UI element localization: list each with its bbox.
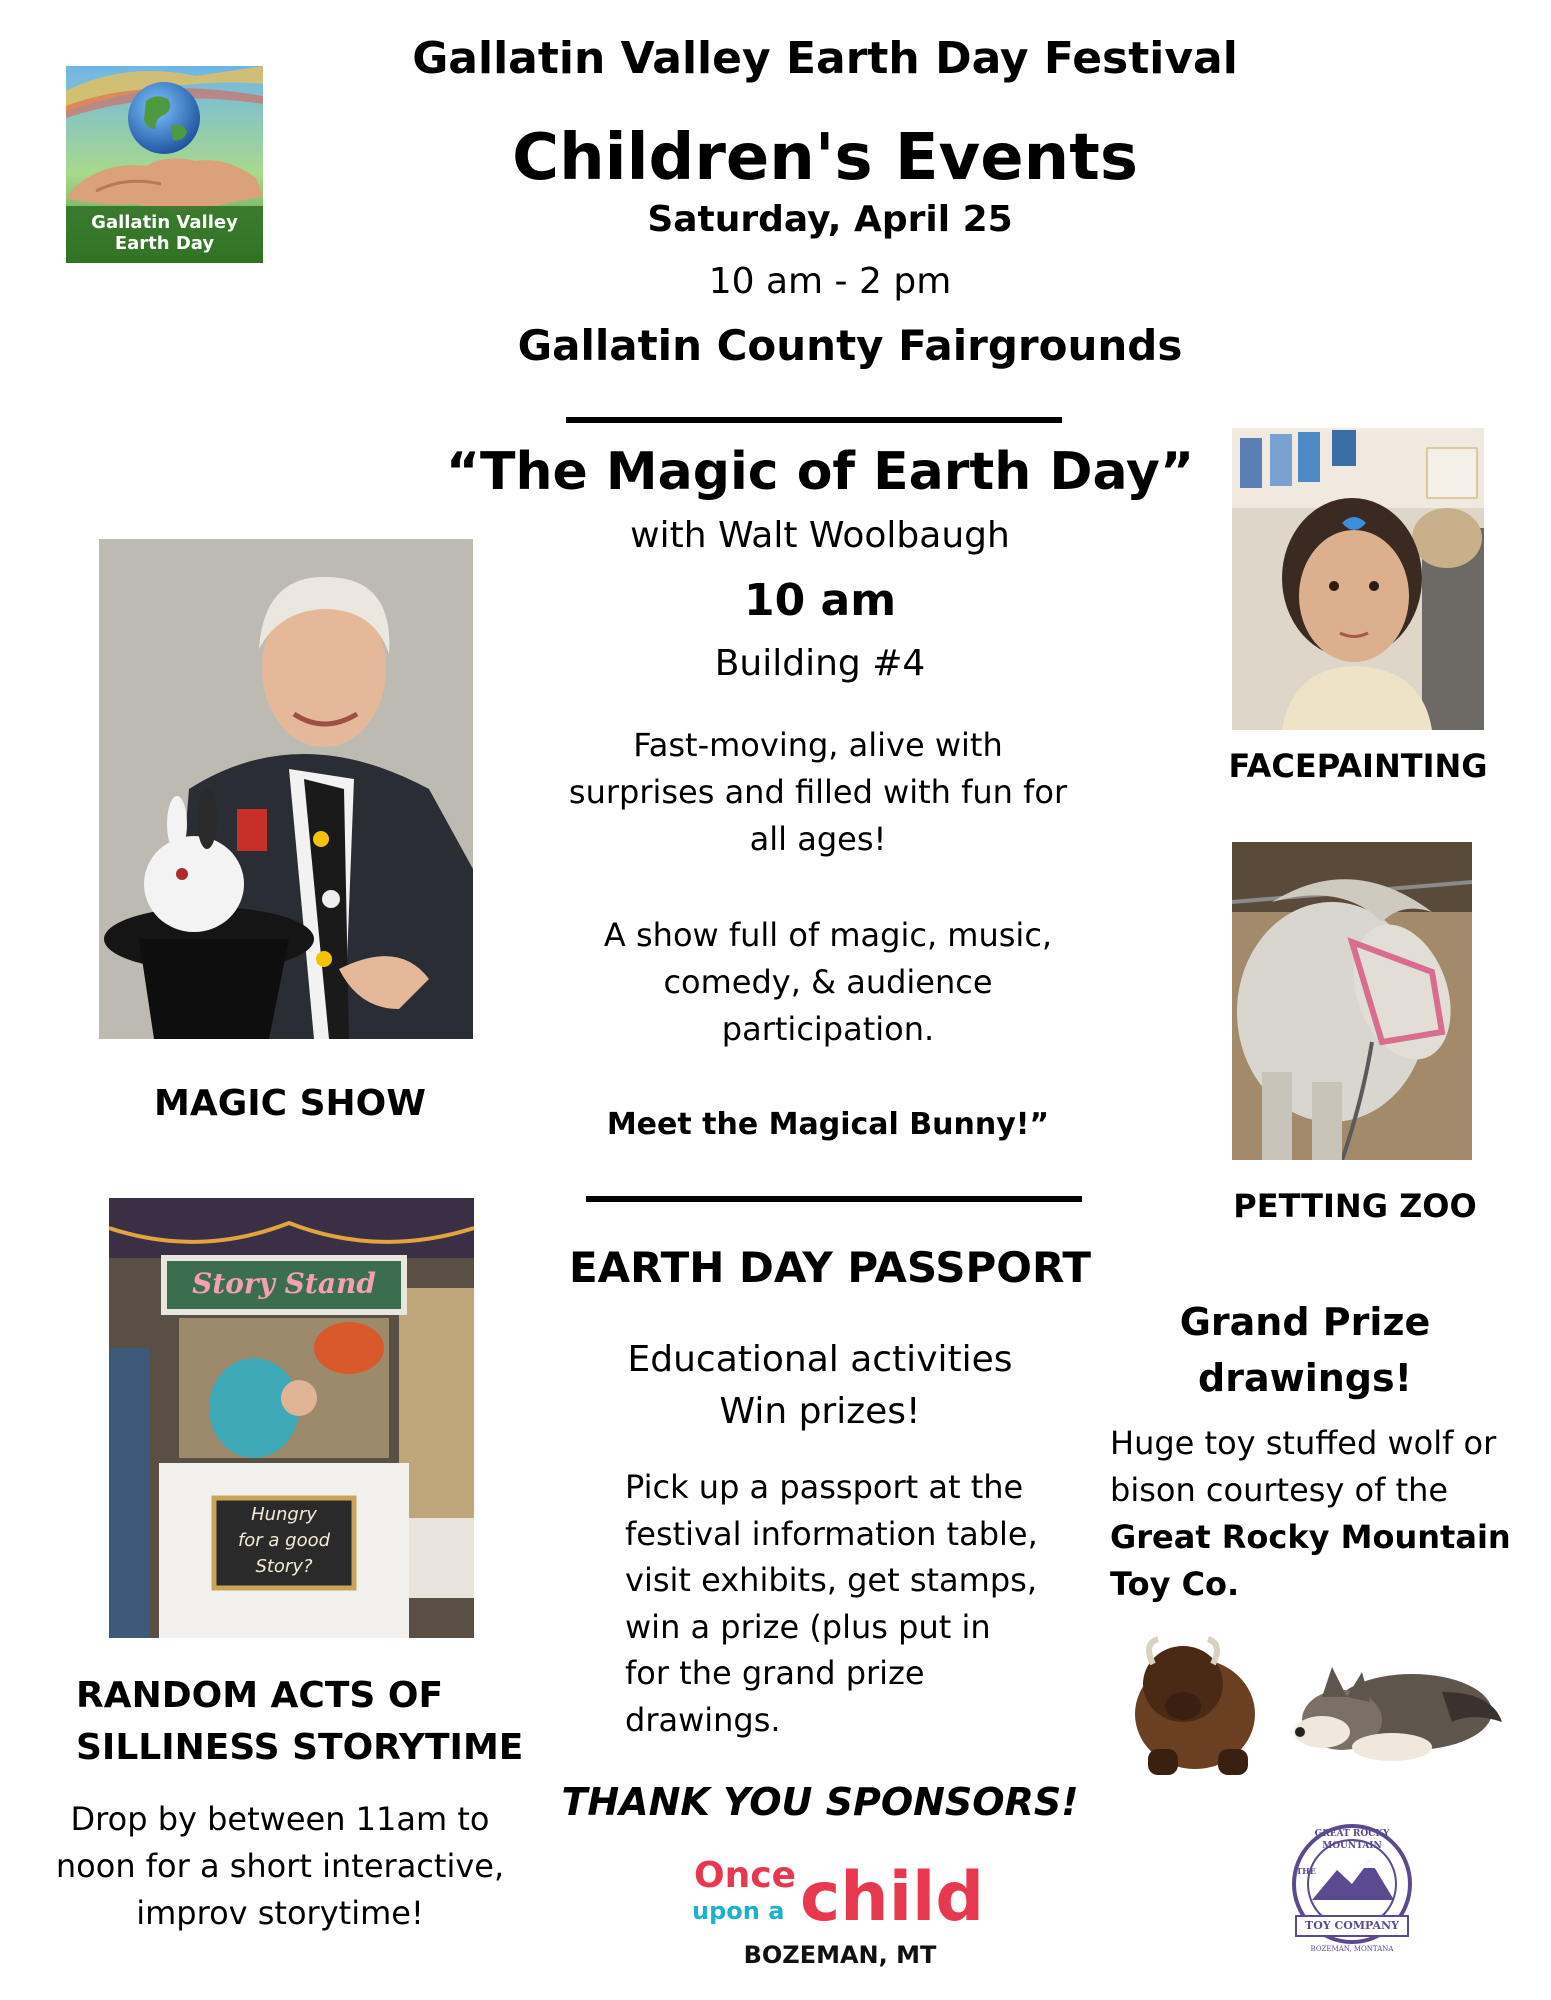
divider-top: [566, 417, 1062, 423]
grand-prize-sponsor-line1: Great Rocky Mountain: [1110, 1518, 1511, 1556]
passport-line2: Win prizes!: [719, 1391, 921, 1432]
petting-zoo-photo: [1232, 842, 1472, 1160]
grand-prize-body-line2: bison courtesy of the: [1110, 1471, 1449, 1509]
grand-prize-title: [1130, 1294, 1480, 1406]
great-rocky-mountain-toy-co-logo: [1282, 1820, 1422, 1970]
event-venue: Gallatin County Fairgrounds: [517, 321, 1183, 370]
magic-show-location: Building #4: [714, 643, 926, 684]
once-logo-word-child: child: [800, 1858, 985, 1937]
chalkboard-line: Story?: [255, 1556, 313, 1577]
logo-text-line1: Gallatin Valley: [91, 212, 238, 233]
facepainting-caption: FACEPAINTING: [1228, 747, 1488, 785]
passport-instructions: [625, 1464, 1085, 1743]
magic-detail-line: comedy, & audience: [663, 963, 993, 1001]
magic-detail-line: A show full of magic, music,: [603, 916, 1053, 954]
once-logo-word-upon: upon a: [692, 1897, 785, 1925]
facepainting-photo: [1232, 428, 1484, 730]
magic-show-tagline: Meet the Magical Bunny!”: [606, 1107, 1050, 1142]
grand-prize-sponsor-line2: Toy Co.: [1110, 1565, 1240, 1603]
toyco-banner: TOY COMPANY: [1305, 1919, 1399, 1932]
once-logo-location: BOZEMAN, MT: [743, 1941, 937, 1969]
passport-body-line: drawings.: [625, 1700, 781, 1739]
story-stand-sign: Story Stand: [192, 1267, 376, 1300]
earth-day-logo: [66, 66, 263, 263]
stuffed-wolf-photo: [1292, 1652, 1504, 1766]
storytime-desc-line: improv storytime!: [136, 1894, 424, 1932]
passport-body-line: festival information table,: [625, 1514, 1038, 1553]
grand-prize-description: [1110, 1420, 1540, 1608]
storytime-title-line2: SILLINESS STORYTIME: [76, 1727, 524, 1768]
chalkboard-line: Hungry: [251, 1504, 317, 1525]
magic-show-caption: MAGIC SHOW: [154, 1083, 426, 1124]
stuffed-bison-photo: [1128, 1624, 1262, 1784]
sponsors-heading: THANK YOU SPONSORS!: [561, 1780, 1079, 1824]
toyco-location: BOZEMAN, MONTANA: [1310, 1945, 1394, 1953]
storytime-desc-line: noon for a short interactive,: [55, 1847, 505, 1885]
chalkboard-sign: [217, 1502, 351, 1580]
magic-desc-line: surprises and filled with fun for: [568, 773, 1068, 811]
toyco-prefix: THE: [1296, 1866, 1316, 1876]
storytime-description: [40, 1796, 520, 1937]
chalkboard-line: for a good: [237, 1530, 331, 1551]
passport-body-line: for the grand prize: [625, 1654, 925, 1692]
magic-show-description: [548, 722, 1088, 863]
magic-show-presenter: with Walt Woolbaugh: [630, 515, 1010, 556]
magic-show-time: 10 am: [743, 575, 897, 626]
page-title: Children's Events: [512, 121, 1138, 195]
grand-prize-title-line2: drawings!: [1198, 1356, 1412, 1400]
passport-body-line: win a prize (plus put in: [625, 1607, 991, 1646]
once-logo-word-once: Once: [694, 1855, 796, 1896]
passport-body-line: visit exhibits, get stamps,: [625, 1561, 1037, 1599]
passport-title: EARTH DAY PASSPORT: [568, 1243, 1092, 1292]
magic-desc-line: all ages!: [749, 820, 887, 858]
magic-show-details: [568, 912, 1088, 1053]
storytime-title: [76, 1670, 536, 1774]
magician-photo: [99, 539, 473, 1039]
passport-body-line: Pick up a passport at the: [625, 1468, 1024, 1506]
grand-prize-title-line1: Grand Prize: [1179, 1300, 1431, 1344]
magic-show-title: “The Magic of Earth Day”: [445, 442, 1195, 502]
event-date: Saturday, April 25: [647, 199, 1013, 240]
story-stand-photo: [109, 1198, 474, 1638]
logo-text-line2: Earth Day: [114, 233, 215, 254]
divider-middle: [586, 1196, 1082, 1202]
event-time: 10 am - 2 pm: [708, 261, 952, 302]
magic-detail-line: participation.: [721, 1010, 935, 1048]
once-upon-a-child-logo: [690, 1855, 985, 1976]
passport-line1: Educational activities: [627, 1339, 1013, 1380]
toyco-name: GREAT ROCKY MOUNTAIN: [1314, 1829, 1390, 1851]
passport-subtitle: [560, 1334, 1080, 1438]
petting-zoo-caption: PETTING ZOO: [1233, 1187, 1477, 1225]
storytime-desc-line: Drop by between 11am to: [70, 1800, 490, 1838]
magic-desc-line: Fast-moving, alive with: [633, 726, 1003, 764]
grand-prize-body-line1: Huge toy stuffed wolf or: [1110, 1424, 1497, 1462]
festival-title: Gallatin Valley Earth Day Festival: [412, 33, 1238, 84]
storytime-title-line1: RANDOM ACTS OF: [76, 1675, 444, 1716]
